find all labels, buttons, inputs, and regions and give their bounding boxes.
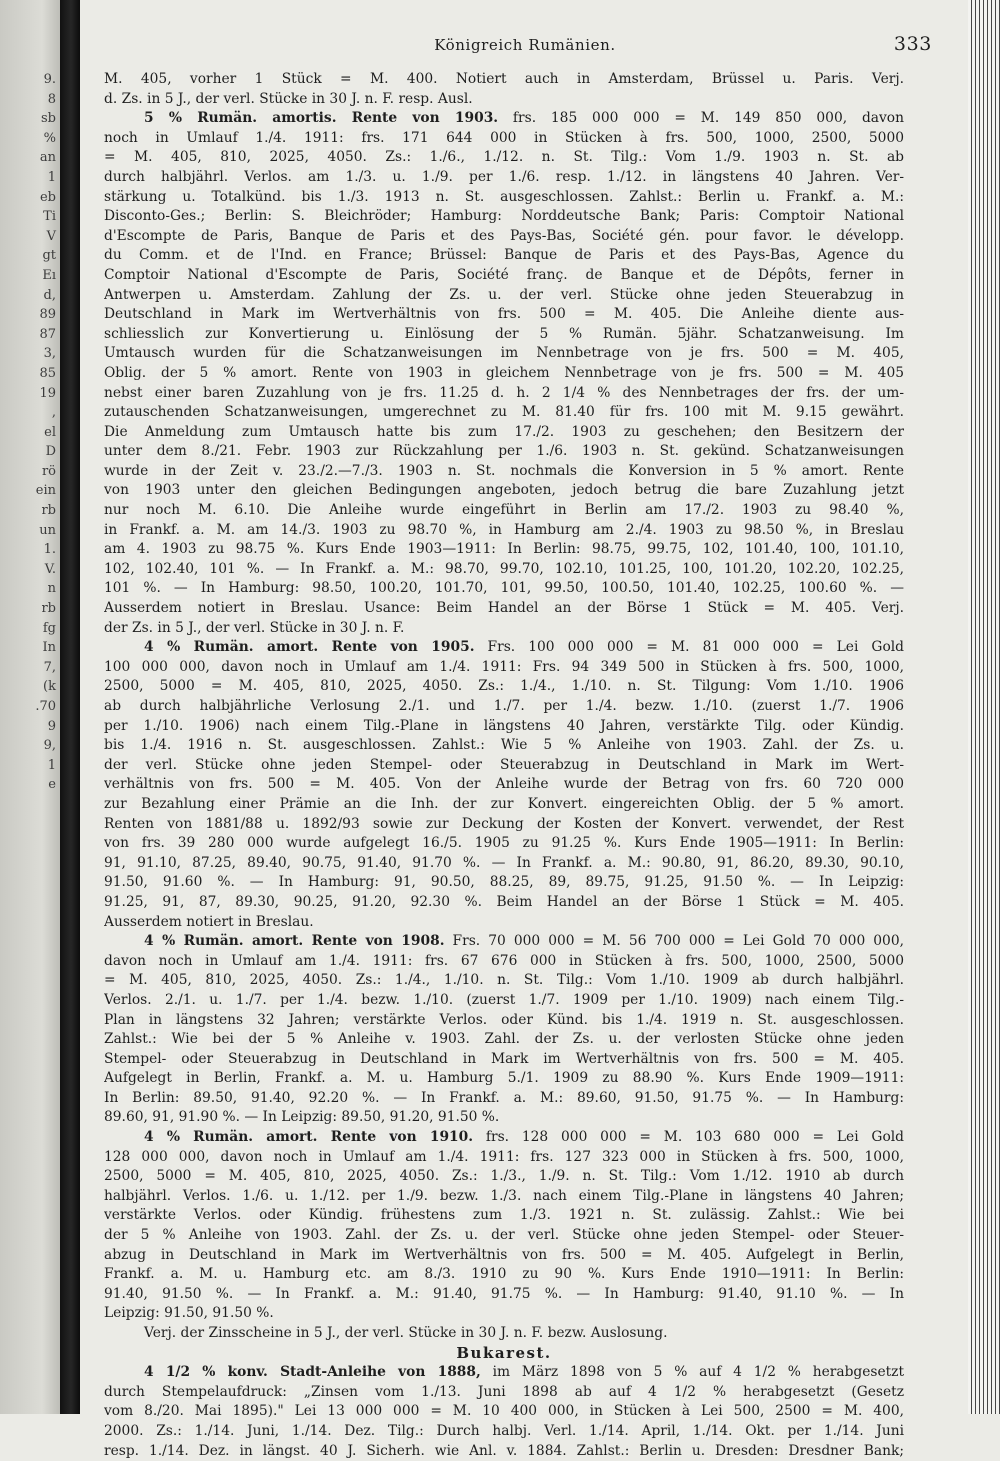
text-line: 2500, 5000 = M. 405, 810, 2025, 4050. Zs.: 1./4., 1./10. n. St. Tilgung: Vom 1./10. 1906 [104, 678, 904, 695]
margin-fragment: 87 [39, 326, 56, 342]
text-line: wurde in der Zeit v. 23./2.—7./3. 1903 n. St. nochmals die Konversion in 5 % amort. Rente [104, 462, 904, 479]
text-line: halbjährl. Verlos. 1./6. u. 1./12. per 1./9. bezw. 1./3. nach einem Tilg.-Plane in längstens 40 Jahren; [104, 1187, 904, 1204]
entry-title: 5 % Rumän. amortis. Rente von 1903. [144, 110, 499, 127]
text-line: am 4. 1903 zu 98.75 %. Kurs Ende 1903—1911: In Berlin: 98.75, 99.75, 102, 101.40, 100, 101.10, [104, 541, 904, 558]
margin-fragment: un [39, 522, 56, 538]
text-line: Aufgelegt in Berlin, Frankf. a. M. u. Hamburg 5./1. 1909 zu 88.90 %. Kurs Ende 1909—1911: [104, 1070, 904, 1087]
text-line: der verl. Stücke ohne jeden Stempel- oder Steuerabzug in Deutschland in Mark im Wert- [104, 756, 904, 773]
text-line: = M. 405, 810, 2025, 4050. Zs.: 1./4., 1./10. n. St. Tilg.: Vom 1./10. 1909 ab durch halbjährl. [104, 972, 904, 989]
text-line: schliesslich zur Konvertierung u. Einlösung der 5 % Rumän. 5jähr. Schatzanweisung. Im [104, 325, 904, 342]
margin-fragment [0, 1167, 56, 1187]
text-line: 2500, 5000 = M. 405, 810, 2025, 4050. Zs.: 1./3., 1./9. n. St. Tilg.: Vom 1./12. 1910 ab durch [104, 1168, 904, 1185]
text-line: nebst einer baren Zuzahlung von je frs. 11.25 d. h. 2 1/4 % des Nennbetrages der frs. der um- [104, 384, 904, 401]
text-line: 4 % Rumän. amort. Rente von 1908. Frs. 70 000 000 = M. 56 700 000 = Lei Gold 70 000 000, [144, 933, 904, 950]
text-line: Deutschland in Mark im Wertverhältnis von frs. 500 = M. 405. Die Anleihe diente aus- [104, 306, 904, 323]
text-line: Verlos. 2./1. u. 1./7. per 1./4. bezw. 1./10. (zuerst 1./7. 1909 per 1./10. 1909) nach einem Tilg.- [104, 991, 904, 1008]
text-line: du Comm. et de l'Ind. en France; Brüssel: Banque de Paris et des Pays-Bas, Agence du [104, 247, 904, 264]
margin-fragment: In [42, 640, 56, 656]
text-line: verstärkte Verlos. oder Kündig. frühestens zum 1./3. 1921 n. St. zulässig. Zahlst.: Wie bei [104, 1207, 904, 1224]
text-line: 101 %. — In Hamburg: 98.50, 100.20, 101.70, 101, 99.50, 100.50, 101.40, 102.25, 100.60 %. — [104, 580, 904, 597]
text-line: d'Escompte de Paris, Banque de Paris et des Pays-Bas, Société gén. pour favor. le développ. [104, 227, 904, 244]
text-line: noch in Umlauf 1./4. 1911: frs. 171 644 000 in Stücken à frs. 500, 1000, 2500, 5000 [104, 129, 904, 146]
margin-fragment [0, 1030, 56, 1050]
margin-fragment: gt [42, 248, 56, 264]
text-line: 100 000 000, davon noch in Umlauf am 1./4. 1911: Frs. 94 349 500 in Stücken à frs. 500, 1000, [104, 658, 904, 675]
margin-fragment: 1 [47, 757, 56, 773]
margin-fragment [0, 834, 56, 854]
text-line: zur Bezahlung einer Prämie an die Inh. der zur Konvert. eingereichten Oblig. der 5 % amort. [104, 795, 904, 812]
section-heading: Bukarest. [456, 1343, 552, 1362]
text-line: 4 % Rumän. amort. Rente von 1905. Frs. 100 000 000 = M. 81 000 000 = Lei Gold [144, 639, 904, 656]
margin-fragment [0, 1069, 56, 1089]
margin-fragment: 7, [43, 659, 56, 675]
text-line: 2000. Zs.: 1./14. Juni, 1./14. Dez. Tilg.: Durch halbj. Verl. 1./14. April, 1./14. Okt. per 1./14. Juni [104, 1422, 904, 1439]
margin-fragment: 85 [39, 365, 56, 381]
margin-fragment: 19 [39, 385, 56, 401]
margin-fragment [0, 1246, 56, 1266]
text-line: nur noch M. 6.10. Die Anleihe wurde eingeführt in Berlin am 17./2. 1903 zu 98.40 %, [104, 502, 904, 519]
entry-title: 4 % Rumän. amort. Rente von 1910. [144, 1129, 474, 1146]
text-line: stärkung u. Totalkünd. bis 1./3. 1913 n. St. ausgeschlossen. Zahlst.: Berlin u. Frankf. a. M.: [104, 188, 904, 205]
margin-fragment [0, 1226, 56, 1246]
margin-fragment: sb [41, 111, 56, 127]
text-line: durch halbjährl. Verlos. am 1./3. u. 1./9. per 1./6. resp. 1./12. in längstens 40 Jahren. Ver- [104, 168, 904, 185]
margin-fragment [0, 815, 56, 835]
text-line: Stempel- oder Steuerabzug in Deutschland in Mark im Wertverhältnis von frs. 500 = M. 405. [104, 1050, 904, 1067]
text-line: 4 1/2 % konv. Stadt-Anleihe von 1888, im März 1898 von 5 % auf 4 1/2 % herabgesetzt [144, 1364, 904, 1381]
text-line: zutauschenden Schatzanweisungen, umgerechnet zu M. 81.40 für frs. 100 mit M. 9.15 gewährt. [104, 404, 904, 421]
margin-fragment [0, 913, 56, 933]
margin-fragment: el [44, 424, 56, 440]
text-line: Leipzig: 91.50, 91.50 %. [104, 1305, 274, 1322]
margin-fragment: D [45, 444, 56, 460]
margin-fragment: ein [35, 483, 56, 499]
text-line: Umtausch wurden für die Schatzanweisungen im Nennbetrage von je frs. 500 = M. 405, [104, 345, 904, 362]
margin-fragment: % [43, 130, 56, 146]
entry-title: 4 % Rumän. amort. Rente von 1908. [144, 933, 445, 950]
margin-fragment [0, 1128, 56, 1148]
text-line: 102, 102.40, 101 %. — In Frankf. a. M.: 98.70, 99.70, 102.10, 101.25, 100, 101.20, 102.20, 102.25, [104, 560, 904, 577]
text-line: Zahlst.: Wie bei der 5 % Anleihe v. 1903. Zahl. der Zs. u. der verlosten Stücke ohne jeden [104, 1031, 904, 1048]
text-line: 91.50, 91.60 %. — In Hamburg: 91, 90.50, 88.25, 89, 89.75, 91.25, 91.50 %. — In Leipzig: [104, 874, 904, 891]
margin-fragment [0, 952, 56, 972]
body-text [104, 70, 904, 1461]
margin-fragment [0, 854, 56, 874]
text-line: bis 1./4. 1916 n. St. ausgeschlossen. Zahlst.: Wie 5 % Anleihe von 1903. Zahl. der Zs. u. [104, 737, 904, 754]
margin-fragment [0, 1011, 56, 1031]
text-line: verhältnis von frs. 500 = M. 405. Von der Anleihe wurde der Betrag von frs. 60 720 000 [104, 776, 904, 793]
margin-fragment: 9, [43, 738, 56, 754]
margin-fragment: (k [43, 679, 56, 695]
margin-fragment [0, 932, 56, 952]
text-line: davon noch in Umlauf am 1./4. 1911: frs. 67 676 000 in Stücken à frs. 500, 1000, 2500, 5000 [104, 952, 904, 969]
margin-fragment: 1 [47, 169, 56, 185]
margin-fragment: rb [41, 503, 56, 519]
text-line: = M. 405, 810, 2025, 4050. Zs.: 1./6., 1./12. n. St. Tilg.: Vom 1./9. 1903 n. St. ab [104, 149, 904, 166]
margin-fragment: 89 [39, 307, 56, 323]
margin-fragment [0, 1148, 56, 1168]
margin-fragment: 8 [47, 91, 56, 107]
margin-fragment: Eı [42, 267, 56, 283]
text-line: Oblig. der 5 % amort. Rente von 1903 in gleichem Nennbetrage von je frs. 500 = M. 405 [104, 364, 904, 381]
page-edge-stack [968, 0, 1000, 1414]
text-line: Ausserdem notiert in Breslau. Usance: Beim Handel an der Börse 1 Stück = M. 405. Verj. [104, 600, 904, 617]
margin-fragment: Ti [43, 209, 56, 225]
margin-fragment: 3, [43, 346, 56, 362]
text-line: Die Anmeldung zum Umtausch hatte bis zum 17./2. 1903 zu geschehen; den Besitzern der [104, 423, 904, 440]
text-line: in Frankf. a. M. am 14./3. 1903 zu 98.70 %, in Hamburg am 2./4. 1903 zu 98.50 %, in Breslau [104, 521, 904, 538]
text-line: Verj. der Zinsscheine in 5 J., der verl. Stücke in 30 J. n. F. bezw. Auslosung. [144, 1325, 668, 1341]
margin-fragment: V [46, 228, 56, 244]
text-line: 91.25, 91, 87, 89.30, 90.25, 91.20, 92.30 %. Beim Handel an der Börse 1 Stück = M. 405. [104, 893, 904, 910]
text-line: 89.60, 91, 91.90 %. — In Leipzig: 89.50, 91.20, 91.50 %. [104, 1109, 500, 1126]
text-line: 128 000 000, davon noch in Umlauf am 1./4. 1911: frs. 127 323 000 in Stücken à frs. 500, 1000, [104, 1148, 904, 1165]
text-line: von 1903 unter den gleichen Bedingungen angeboten, jedoch betrug die bare Zuzahlung jetzt [104, 482, 904, 499]
margin-fragment: , [51, 405, 56, 421]
margin-fragment: fg [42, 620, 56, 636]
text-line: 5 % Rumän. amortis. Rente von 1903. frs. 185 000 000 = M. 149 850 000, davon [144, 110, 904, 127]
text-line: ab durch halbjährliche Verlosung 2./1. und 1./7. per 1./4. bezw. 1./10. (zuerst 1./7. 1906 [104, 698, 904, 714]
text-line: 91, 91.10, 87.25, 89.40, 90.75, 91.40, 91.70 %. — In Frankf. a. M.: 90.80, 91, 86.20, 89.30, 90.10, [104, 854, 904, 871]
text-line: Frankf. a. M. u. Hamburg etc. am 8./3. 1910 zu 90 %. Kurs Ende 1910—1911: In Berlin: [104, 1266, 904, 1283]
margin-fragment: an [39, 150, 56, 166]
margin-fragment [0, 1108, 56, 1128]
margin-fragment [0, 1265, 56, 1285]
text-line: M. 405, vorher 1 Stück = M. 400. Notiert auch in Amsterdam, Brüssel u. Paris. Verj. [104, 71, 904, 87]
margin-fragment [0, 1206, 56, 1226]
margin-fragment: d, [43, 287, 56, 303]
text-line: Plan in längstens 32 Jahren; verstärkte Verlos. oder Künd. bis 1./4. 1919 n. St. ausgeschlossen. [104, 1011, 904, 1028]
margin-fragment: eb [39, 189, 56, 205]
margin-fragment [0, 795, 56, 815]
margin-fragment: e [48, 777, 56, 793]
text-line: vom 8./20. Mai 1895)." Lei 13 000 000 = M. 10 400 000, in Stücken à Lei 500, 2500 = M. 400, [104, 1403, 904, 1420]
margin-fragment [0, 1187, 56, 1207]
text-line: In Berlin: 89.50, 91.40, 92.20 %. — In Frankf. a. M.: 89.60, 91.50, 91.75 %. — In Hamburg: [104, 1089, 904, 1106]
text-line: d. Zs. in 5 J., der verl. Stücke in 30 J. n. F. resp. Ausl. [104, 90, 473, 107]
margin-fragment [0, 1304, 56, 1310]
text-line: von frs. 39 280 000 wurde aufgelegt 16./5. 1905 zu 91.25 %. Kurs Ende 1905—1911: In Berlin: [104, 835, 904, 852]
margin-fragment: n [47, 581, 56, 597]
text-line: Ausserdem notiert in Breslau. [104, 913, 314, 930]
margin-fragment [0, 991, 56, 1011]
margin-fragment [0, 873, 56, 893]
running-head [90, 33, 960, 58]
margin-fragment [0, 1050, 56, 1070]
margin-fragment [0, 971, 56, 991]
book-binding-shadow [60, 0, 80, 1414]
text-line: resp. 1./14. Dez. in längst. 40 J. Sicherh. wie Anl. v. 1884. Zahlst.: Berlin u. Dresden: Dresdner Bank; [104, 1442, 904, 1459]
margin-fragment [0, 893, 56, 913]
margin-fragment [0, 1285, 56, 1305]
margin-fragment: 9. [43, 72, 56, 87]
text-line: Renten von 1881/88 u. 1892/93 sowie zur Deckung der Kosten der Konvert. verwendet, der Rest [104, 815, 904, 832]
text-line: 4 % Rumän. amort. Rente von 1910. frs. 128 000 000 = M. 103 680 000 = Lei Gold [144, 1129, 904, 1146]
margin-fragment: .70 [35, 699, 56, 714]
page-number: 333 [893, 33, 932, 55]
running-title: Königreich Rumänien. [434, 36, 616, 54]
margin-fragment: V. [44, 561, 56, 577]
text-line: abzug in Deutschland in Mark im Wertverhältnis von frs. 500 = M. 405. Aufgelegt in Berlin, [104, 1246, 904, 1263]
text-line: per 1./10. 1906) nach einem Tilg.-Plane in längstens 40 Jahren, verstärkte Tilg. oder Kündig. [104, 717, 904, 734]
text-line: unter dem 8./21. Febr. 1903 zur Rückzahlung per 1./6. 1903 n. St. gekünd. Schatzanweisungen [104, 443, 904, 460]
adjacent-page-fragments [0, 70, 58, 1310]
text-line: 91.40, 91.50 %. — In Frankf. a. M.: 91.40, 91.75 %. — In Hamburg: 91.40, 91.10 %. — In [104, 1285, 904, 1302]
text-line: der Zs. in 5 J., der verl. Stücke in 30 J. n. F. [104, 619, 405, 636]
text-line: Comptoir National d'Escompte de Paris, Société franç. de Banque et de Dépôts, ferner in [104, 266, 904, 283]
margin-fragment [0, 1089, 56, 1109]
text-line: Antwerpen u. Amsterdam. Zahlung der Zs. u. der verl. Stücke ohne jeden Steuerabzug in [104, 286, 904, 303]
margin-fragment: rb [41, 601, 56, 617]
margin-fragment: 1. [43, 542, 56, 558]
text-line: Disconto-Ges.; Berlin: S. Bleichröder; Hamburg: Norddeutsche Bank; Paris: Comptoir National [104, 208, 904, 225]
entry-title: 4 % Rumän. amort. Rente von 1905. [144, 639, 475, 656]
text-line: durch Stempelaufdruck: „Zinsen vom 1./13. Juni 1898 ab auf 4 1/2 % herabgesetzt (Gesetz [104, 1383, 904, 1400]
margin-fragment: 9 [47, 718, 56, 734]
entry-title: 4 1/2 % konv. Stadt-Anleihe von 1888, [144, 1364, 481, 1381]
text-line: der 5 % Anleihe von 1903. Zahl. der Zs. u. der verl. Stücke ohne jeden Stempel- oder Steuer- [104, 1227, 904, 1244]
margin-fragment: rö [41, 463, 56, 479]
